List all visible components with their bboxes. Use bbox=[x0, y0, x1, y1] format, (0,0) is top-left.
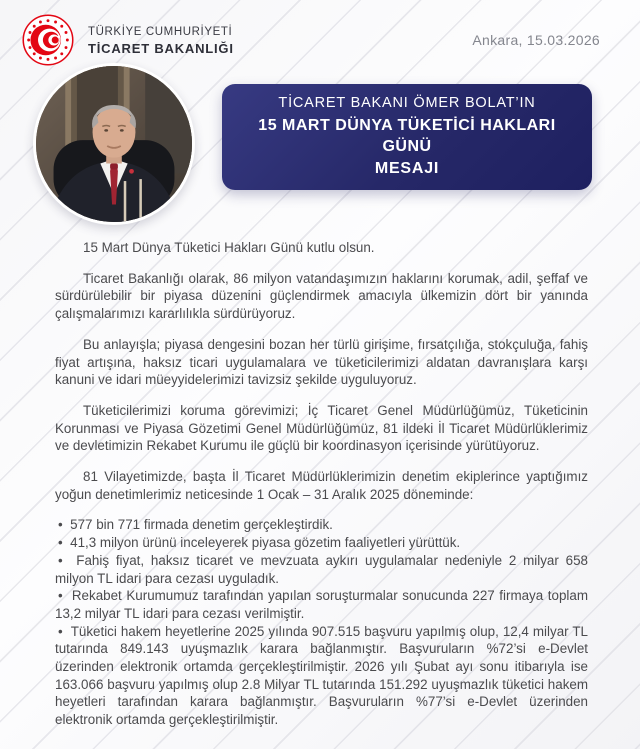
minister-photo bbox=[33, 63, 195, 225]
paragraph-enforcement: Bu anlayışla; piyasa dengesini bozan her türlü girişime, fırsatçılığa, stokçuluğa, fahiş fiyat artışına, haksız ticari uygulamalara ve tüketicilerimizi aldatan davranışlara karşı kanuni ve idari müeyyidelerimizi tavizsiz şekilde uyguluyoruz. bbox=[55, 336, 588, 388]
ministry-name-line2: TİCARET BAKANLIĞI bbox=[88, 40, 234, 56]
message-body bbox=[55, 239, 588, 729]
paragraph-coordination: Tüketicilerimizi koruma görevimizi; İç Ticaret Genel Müdürlüğümüz, Tüketicinin Korunması ve Piyasa Gözetimi Genel Müdürlüğümüz, 81 ildeki İl Ticaret Müdürlüklerimiz ve devletimizin Rekabet Kurumu ile güçlü bir koordinasyon içerisinde yürütüyoruz. bbox=[55, 402, 588, 454]
ministry-of-trade-emblem-icon bbox=[21, 13, 75, 67]
dateline: Ankara, 15.03.2026 bbox=[472, 32, 600, 48]
fact-item-inspections: • 577 bin 771 firmada denetim gerçekleştirdik. bbox=[55, 516, 588, 534]
header bbox=[0, 0, 640, 70]
fact-item-arbitration: • Tüketici hakem heyetlerine 2025 yılında 907.515 başvuru yapılmış olup, 12,4 milyar TL tutarında 849.143 uyuşmazlık karara bağlanmıştır. Başvuruların %72’si e-Devlet üzerinden elektronik ortamda gerçekleştirilmiştir. 2026 yılı Şubat ayı sonu itibarıyla ise 163.066 başvuru yapılmış olup 2.8 Milyar TL tutarında 151.292 uyuşmazlık tüketici hakem heyetleri tarafından karara bağlanmıştır. Başvuruların %77’si e-Devlet üzerinden elektronik ortamda gerçekleştirilmiştir. bbox=[55, 623, 588, 729]
title-line2: 15 MART DÜNYA TÜKETİCİ HAKLARI GÜNÜ bbox=[258, 116, 556, 156]
ministry-name bbox=[88, 26, 234, 56]
title-line1: TİCARET BAKANI ÖMER BOLAT’IN bbox=[278, 94, 536, 111]
fact-item-products: • 41,3 milyon ürünü inceleyerek piyasa gözetim faaliyetleri yürüttük. bbox=[55, 534, 588, 552]
fact-item-fines: • Fahiş fiyat, haksız ticaret ve mevzuata aykırı uygulamalar nedeniyle 2 milyar 658 milyon TL idari para cezası uyguladık. bbox=[55, 552, 588, 587]
title-line3: MESAJI bbox=[374, 159, 440, 177]
paragraph-mission: Ticaret Bakanlığı olarak, 86 milyon vatandaşımızın haklarını korumak, adil, şeffaf ve sürdürülebilir bir piyasa düzenini güçlendirmek amacıyla ülkemizin dört bir yanında çalışmalarımızı kararlılıkla sürdürüyoruz. bbox=[55, 270, 588, 322]
paragraph-greeting: 15 Mart Dünya Tüketici Hakları Günü kutlu olsun. bbox=[83, 240, 375, 255]
facts-list bbox=[55, 516, 588, 728]
ministry-name-line1: TÜRKİYE CUMHURİYETİ bbox=[88, 26, 233, 38]
title-banner bbox=[222, 84, 592, 190]
paragraph-inspections-intro: 81 Vilayetimizde, başta İl Ticaret Müdürlüklerimizin denetim ekiplerince yaptığımız yoğun denetimlerimiz neticesinde 1 Ocak – 31 Aralık 2025 döneminde: bbox=[55, 469, 588, 502]
fact-item-competition: • Rekabet Kurumumuz tarafından yapılan soruşturmalar sonucunda 227 firmaya toplam 13,2 milyar TL idari para cezası verilmiştir. bbox=[55, 587, 588, 622]
